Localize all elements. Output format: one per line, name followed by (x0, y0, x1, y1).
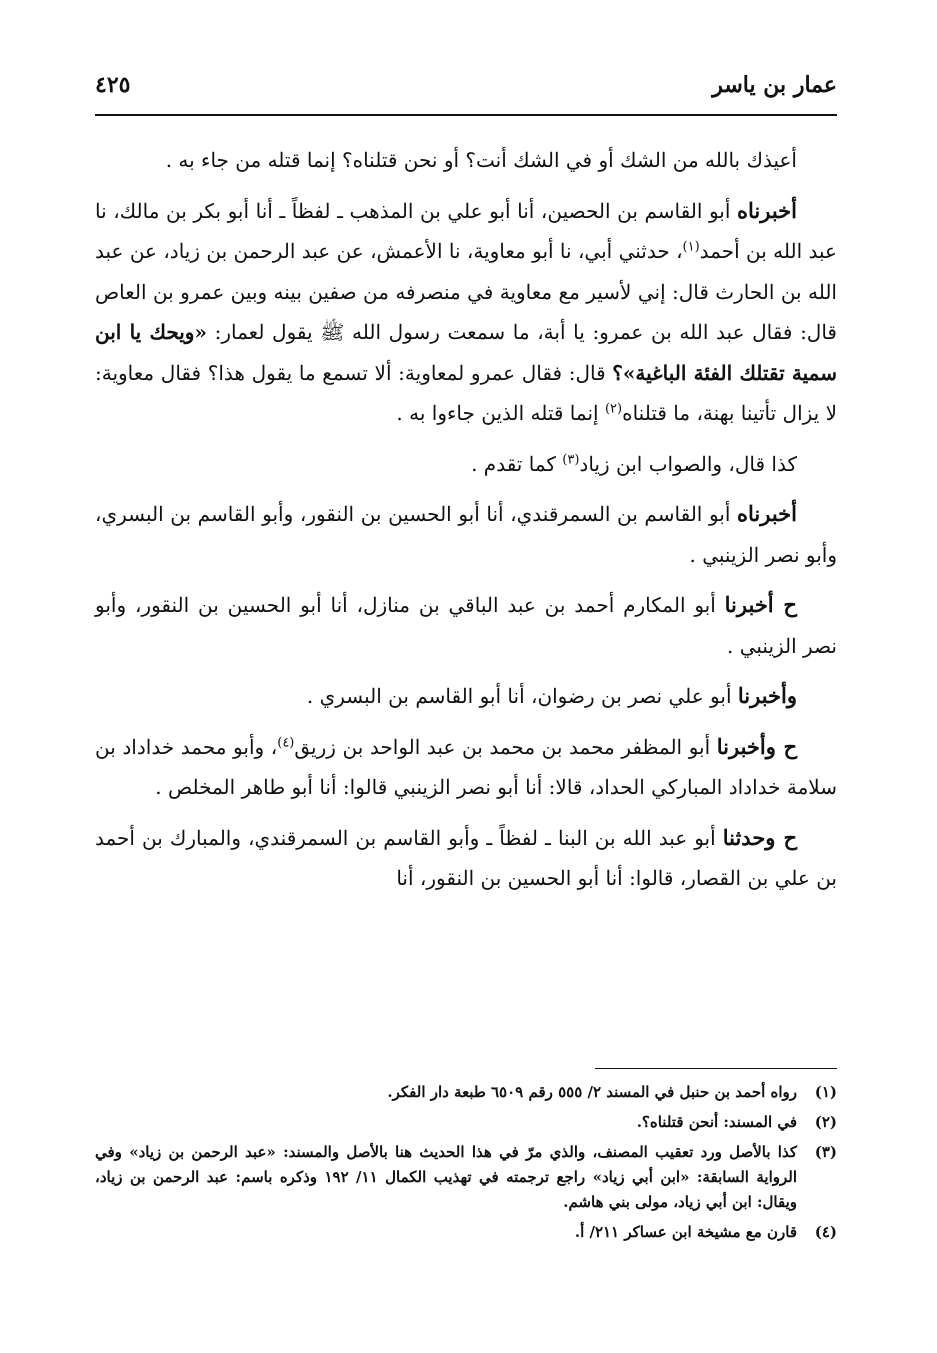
footnote-number: (١) (814, 1083, 837, 1101)
paragraph-text: إنما قتله الذين جاءوا به . (396, 401, 605, 425)
paragraph-1: أعيذك بالله من الشك أو في الشك أنت؟ أو نحن قتلناه؟ إنما قتله من جاء به . (165, 148, 797, 172)
isnad-lead: ح وأخبرنا (716, 733, 797, 759)
paragraph-text: ، وأبو محمد خداداد بن سلامة خداداد المباركي الحداد، قالا: أنا أبو نصر الزينبي قالوا: أنا أبو طاهر المخلص . (95, 734, 837, 799)
footnote-divider (595, 1068, 837, 1069)
paragraph-text: ، حدثني أبي، نا أبو معاوية، نا الأعمش، عن عبد الرحمن بن زياد، عن عبد الله بن الحارث قال: إني لأسير مع معاوية في منصرفه من صفين بينه وبين عمرو بن العاص قال: فقال عبد الله بن عمرو: يا أبة، ما سمعت رسول الله ﷺ يقول لعمار: (95, 239, 837, 344)
page-number: ٤٢٥ (95, 72, 131, 98)
footnote-text: رواه أحمد بن حنبل في المسند ٢/ ٥٥٥ رقم ٦٥٠٩ طبعة دار الفكر. (387, 1083, 797, 1101)
footnote-4 (95, 1220, 837, 1245)
paragraph-text: كذا قال، والصواب ابن زياد (579, 451, 797, 476)
footnote-text: قارن مع مشيخة ابن عساكر ٢١١/ أ. (574, 1223, 797, 1241)
paragraph-6 (95, 676, 837, 717)
paragraph-text: أبو عبد الله بن البنا ـ لفظاً ـ وأبو القاسم بن السمرقندي، والمبارك بن أحمد بن علي بن القصار، قالوا: أنا أبو الحسين بن النقور، أنا (95, 825, 837, 890)
footnote-1 (95, 1080, 837, 1105)
isnad-lead: ح أخبرنا (724, 592, 797, 617)
footnote-ref-4: (٤) (277, 734, 295, 750)
isnad-lead: ح وحدثنا (722, 824, 798, 850)
paragraph-text: أبو المظفر محمد بن محمد بن عبد الواحد بن زريق (294, 734, 717, 759)
paragraph-2 (95, 191, 837, 434)
paragraph-text: أبو القاسم بن الحصين، أنا أبو علي بن المذهب ـ لفظاً ـ أنا أبو بكر بن مالك، نا عبد الله بن أحمد (95, 198, 837, 263)
footnote-ref-2: (٢) (604, 401, 623, 417)
header-divider (95, 114, 837, 116)
footnote-ref-1: (١) (682, 239, 700, 255)
paragraph-4 (95, 494, 837, 575)
footnote-text: في المسند: أنحن قتلناه؟. (636, 1113, 797, 1131)
isnad-lead: أخبرناه (737, 197, 797, 223)
footnote-number: (٢) (814, 1113, 837, 1131)
paragraph-text: أبو علي نصر بن رضوان، أنا أبو القاسم بن البسري . (306, 684, 738, 708)
running-title: عمار بن ياسر (712, 72, 837, 98)
paragraph-text: كما تقدم . (471, 451, 563, 476)
footnote-text: كذا بالأصل ورد تعقيب المصنف، والذي مرّ في هذا الحديث هنا بالأصل والمسند: «عبد الرحمن بن زياد» وفي الرواية السابقة: «ابن أبي زياد» راجع ترجمته في تهذيب الكمال ١١/ ١٩٢ وذكره باسم: عبد الرحمن بن زياد، ويقال: ابن أبي زياد، مولى بني هاشم. (95, 1143, 797, 1211)
isnad-lead: وأخبرنا (737, 683, 797, 708)
footnotes (95, 1080, 837, 1250)
paragraph-3 (95, 444, 837, 485)
page-header (95, 66, 837, 112)
footnote-number: (٣) (814, 1143, 837, 1161)
hadith-quote: «ويحك يا ابن سمية تقتلك الفئة الباغية»؟ (95, 320, 837, 385)
paragraph-text: قال: فقال عمرو لمعاوية: ألا تسمع ما يقول هذا؟ فقال معاوية: لا يزال تأتينا بهنة، ما قتلناه (95, 360, 837, 425)
footnote-2 (95, 1110, 837, 1135)
footnote-ref-3: (٣) (562, 451, 580, 467)
footnote-number: (٤) (814, 1223, 837, 1241)
main-text (95, 140, 837, 909)
paragraph-text: أبو القاسم بن السمرقندي، أنا أبو الحسين بن النقور، وأبو القاسم بن البسري، وأبو نصر الزينبي . (95, 502, 837, 567)
isnad-lead: أخبرناه (737, 501, 797, 526)
paragraph-8 (95, 818, 837, 899)
footnote-3 (95, 1140, 837, 1215)
paragraph-text: أبو المكارم أحمد بن عبد الباقي بن منازل، أنا أبو الحسين بن النقور، وأبو نصر الزينبي . (95, 593, 837, 658)
paragraph-7 (95, 727, 837, 808)
paragraph-5 (95, 585, 837, 666)
